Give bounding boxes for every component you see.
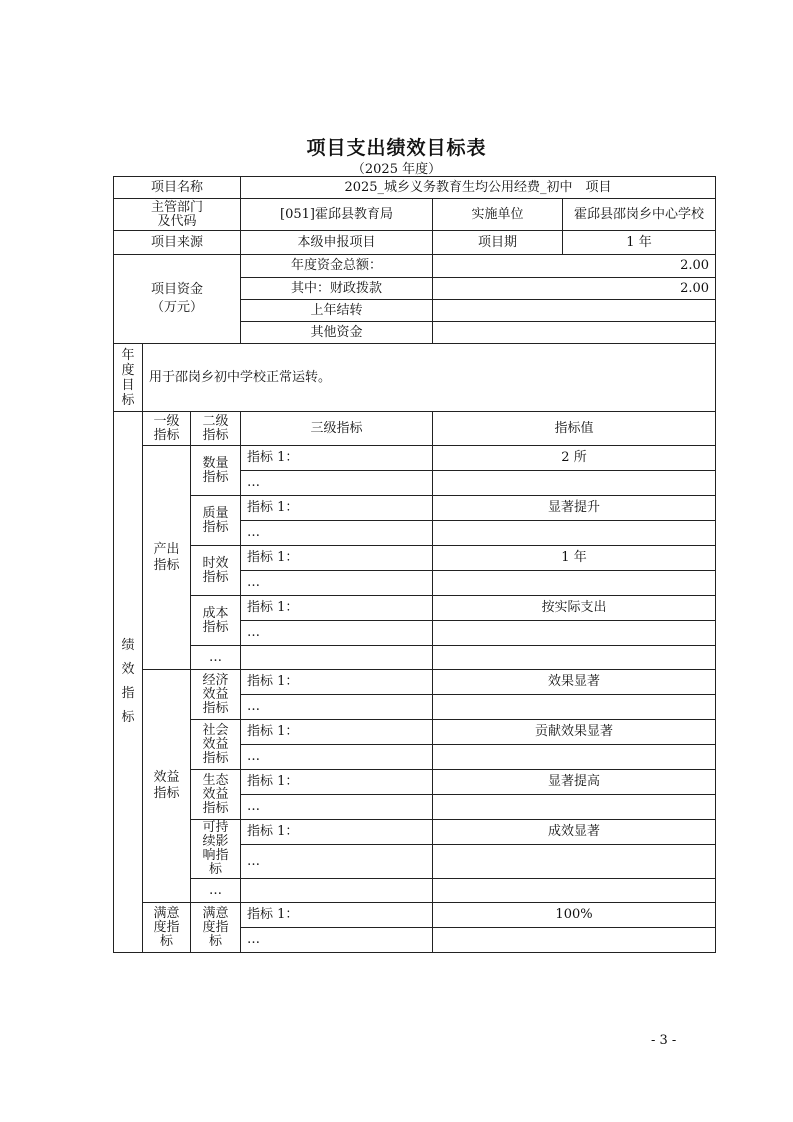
table-row [114,546,716,571]
funds-label: 项目资金 （万元） [114,255,241,344]
benefit-indicator-label: 效益 指标 [143,670,191,903]
empty-value-cell [433,571,716,596]
sustain-ellipsis: … [241,845,433,879]
table-row [114,820,716,845]
funds-other-label: 其他资金 [241,322,433,344]
table-row [114,879,716,903]
quality-indicator-label: 质量 指标 [191,496,241,546]
timeliness-ellipsis: … [241,571,433,596]
empty-value-cell [433,621,716,646]
source-value: 本级申报项目 [241,231,433,255]
table-row [114,646,716,670]
economic-indicator-name: 指标 1： [241,670,433,695]
sustain-indicator-name: 指标 1： [241,820,433,845]
social-indicator-label: 社会 效益 指标 [191,720,241,770]
satisfaction-level1-label: 满意 度指 标 [143,903,191,953]
eco-indicator-name: 指标 1： [241,770,433,795]
indicators-section-label: 绩 效 指 标 [114,412,143,953]
satisfaction-ellipsis: … [241,928,433,953]
empty-cell [241,879,433,903]
project-name-row [114,177,716,199]
cost-indicator-name: 指标 1： [241,596,433,621]
project-name-value: 2025_城乡义务教育生均公用经费_初中 项目 [241,177,716,199]
empty-value-cell [433,745,716,770]
economic-indicator-value: 效果显著 [433,670,716,695]
benefit-level2-ellipsis: … [191,879,241,903]
empty-value-cell [433,521,716,546]
table-row [114,720,716,745]
empty-value-cell [433,928,716,953]
funds-fiscal-label: 其中：财政拨款 [241,278,433,300]
department-row [114,199,716,231]
cost-ellipsis: … [241,621,433,646]
funds-fiscal-value: 2.00 [433,278,716,300]
quantity-ellipsis: … [241,471,433,496]
eco-indicator-label: 生态 效益 指标 [191,770,241,820]
period-value: 1 年 [563,231,716,255]
quantity-indicator-label: 数量 指标 [191,446,241,496]
table-row [114,596,716,621]
cost-indicator-value: 按实际支出 [433,596,716,621]
funds-total-label: 年度资金总额： [241,255,433,278]
performance-goal-table [113,176,716,953]
indicator-header-row [114,412,716,446]
annual-goal-label: 年 度 目 标 [114,344,143,412]
annual-goal-text: 用于邵岗乡初中学校正常运转。 [143,344,716,412]
table-row [114,446,716,471]
eco-indicator-value: 显著提高 [433,770,716,795]
impl-unit-label: 实施单位 [433,199,563,231]
col-level1-header: 一级 指标 [143,412,191,446]
source-label: 项目来源 [114,231,241,255]
col-level2-header: 二级 指标 [191,412,241,446]
eco-ellipsis: … [241,795,433,820]
timeliness-indicator-name: 指标 1： [241,546,433,571]
source-row [114,231,716,255]
satisfaction-level2-label: 满意 度指 标 [191,903,241,953]
annual-goal-row [114,344,716,412]
col-level3-header: 三级指标 [241,412,433,446]
page-subtitle: （2025 年度） [351,162,442,177]
empty-value-cell [433,695,716,720]
table-row [114,496,716,521]
timeliness-indicator-label: 时效 指标 [191,546,241,596]
cost-indicator-label: 成本 指标 [191,596,241,646]
table-row [114,903,716,928]
impl-unit-value: 霍邱县邵岗乡中心学校 [563,199,716,231]
sustain-indicator-value: 成效显著 [433,820,716,845]
sustain-indicator-label: 可持 续影 响指 标 [191,820,241,879]
economic-indicator-label: 经济 效益 指标 [191,670,241,720]
funds-carryover-label: 上年结转 [241,300,433,322]
funds-other-value [433,322,716,344]
page-number: - 3 - [651,1033,677,1048]
empty-cell [241,646,433,670]
output-level2-ellipsis: … [191,646,241,670]
empty-value-cell [433,845,716,879]
empty-value-cell [433,879,716,903]
output-indicator-label: 产出 指标 [143,446,191,670]
economic-ellipsis: … [241,695,433,720]
quality-indicator-value: 显著提升 [433,496,716,521]
social-indicator-value: 贡献效果显著 [433,720,716,745]
department-label: 主管部门 及代码 [114,199,241,231]
quantity-indicator-name: 指标 1： [241,446,433,471]
department-value: [051]霍邱县教育局 [241,199,433,231]
quality-indicator-name: 指标 1： [241,496,433,521]
empty-value-cell [433,795,716,820]
satisfaction-indicator-name: 指标 1： [241,903,433,928]
funds-carryover-value [433,300,716,322]
col-value-header: 指标值 [433,412,716,446]
social-indicator-name: 指标 1： [241,720,433,745]
social-ellipsis: … [241,745,433,770]
project-name-label: 项目名称 [114,177,241,199]
timeliness-indicator-value: 1 年 [433,546,716,571]
satisfaction-indicator-value: 100% [433,903,716,928]
quality-ellipsis: … [241,521,433,546]
page-title: 项目支出绩效目标表 [306,137,487,159]
period-label: 项目期 [433,231,563,255]
empty-value-cell [433,471,716,496]
funds-total-row [114,255,716,278]
empty-value-cell [433,646,716,670]
table-row [114,770,716,795]
table-row [114,670,716,695]
funds-total-value: 2.00 [433,255,716,278]
quantity-indicator-value: 2 所 [433,446,716,471]
